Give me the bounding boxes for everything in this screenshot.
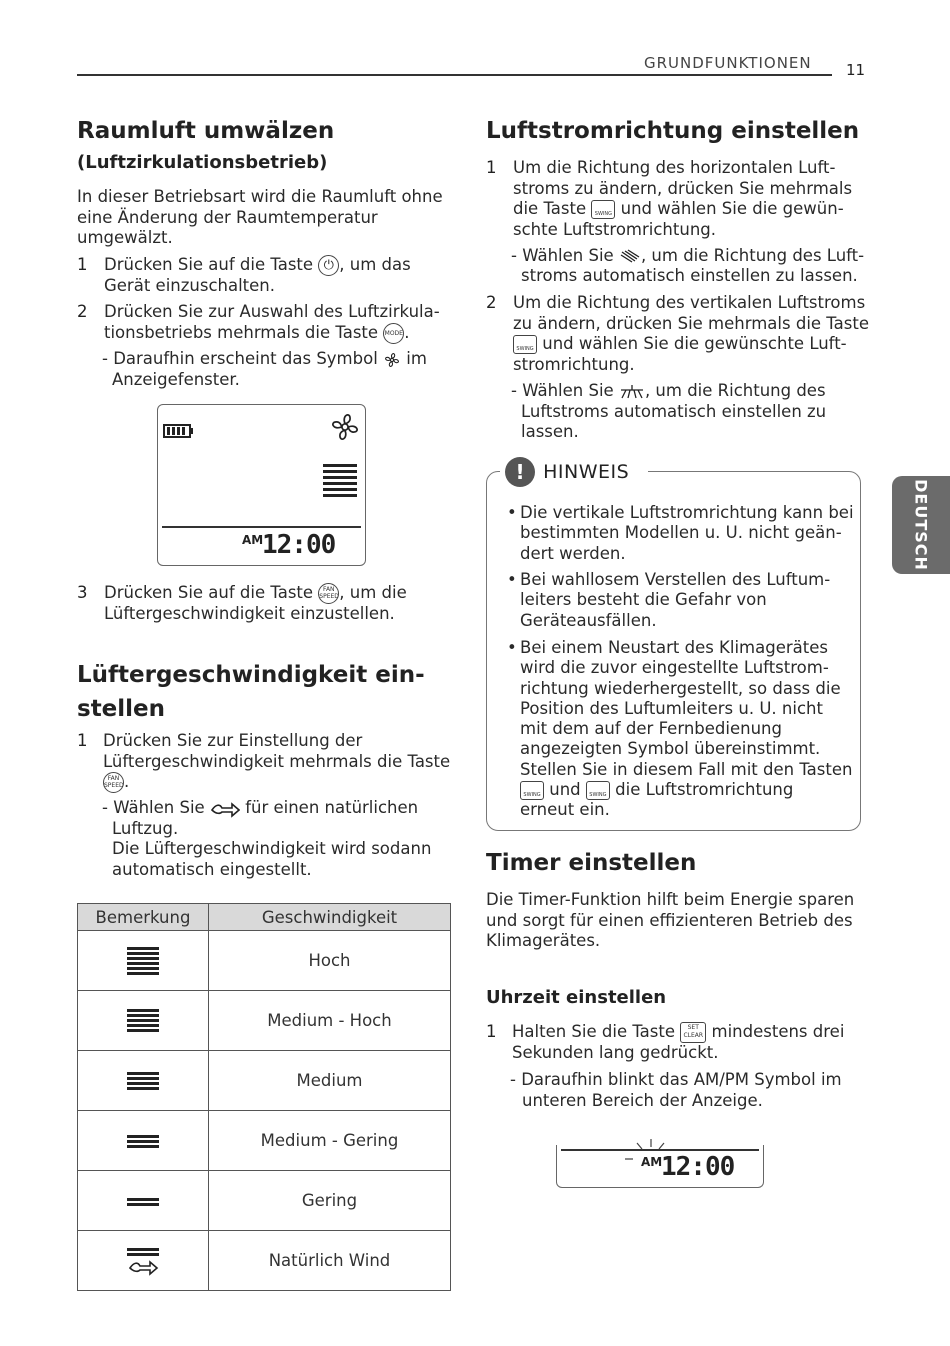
hint-line: wird die zuvor eingestellte Luftstrom- bbox=[520, 658, 829, 678]
intro-line: eine Änderung der Raumtemperatur bbox=[77, 207, 378, 227]
step-number: 1 bbox=[77, 255, 88, 274]
power-icon: ⏻ bbox=[318, 255, 339, 276]
intro-text bbox=[77, 187, 443, 249]
step-subtext-line: Anzeigefenster. bbox=[112, 369, 240, 389]
vertical-swing-icon bbox=[619, 384, 645, 400]
step-text bbox=[104, 302, 440, 344]
display-panel bbox=[157, 404, 366, 566]
step-text bbox=[513, 158, 852, 240]
intro-line: In dieser Betriebsart wird die Raumluft ohne bbox=[77, 187, 443, 206]
hint-line: mit dem auf der Fernbedienung bbox=[520, 719, 782, 739]
hint-text-part: die Luftstromrichtung bbox=[615, 780, 794, 800]
step-text bbox=[104, 583, 407, 625]
speed-bars-cell bbox=[78, 991, 209, 1051]
table-header-cell: Geschwindigkeit bbox=[209, 904, 451, 931]
fan-icon bbox=[328, 410, 362, 444]
step-text-part: und wählen Sie die gewünschte Luft- bbox=[542, 334, 847, 353]
speed-label-cell: Medium bbox=[209, 1051, 451, 1111]
step-text-part: , um das bbox=[339, 255, 411, 274]
step-text-part: . bbox=[404, 322, 410, 342]
step-text-part: und wählen Sie die gewün- bbox=[620, 199, 844, 218]
table-row bbox=[78, 1171, 451, 1231]
vertical-swing-button-icon: SWING bbox=[586, 781, 610, 800]
hint-line: Position des Luftumleiters u. U. nicht bbox=[520, 698, 823, 718]
hint-line: angezeigten Symbol übereinstimmt. bbox=[520, 739, 821, 759]
step-subtext-line: Luftzug. bbox=[112, 818, 179, 838]
hint-bullet: • bbox=[507, 503, 517, 522]
natural-wind-icon bbox=[127, 1258, 159, 1276]
clock-readout: 12:00 bbox=[262, 530, 336, 560]
speed-bars-6 bbox=[127, 945, 159, 977]
fan-speed-bars bbox=[323, 461, 357, 500]
step-text-line: Um die Richtung des vertikalen Luftstroms bbox=[513, 293, 866, 312]
section-label: GRUNDFUNKTIONEN bbox=[644, 54, 812, 72]
step-text-part: die Taste bbox=[513, 199, 587, 218]
subsection-title-clock: Uhrzeit einstellen bbox=[486, 987, 667, 1008]
section-title-raumluft: Raumluft umwälzen bbox=[77, 118, 335, 144]
section-subtitle-luftzirkulation: (Luftzirkulationsbetrieb) bbox=[77, 152, 328, 173]
hint-bullet: • bbox=[507, 570, 517, 589]
step-subtext-part: - Wählen Sie bbox=[511, 381, 614, 400]
step-number: 1 bbox=[486, 1022, 497, 1041]
step-text-line: Gerät einzuschalten. bbox=[104, 276, 276, 295]
am-indicator: AM bbox=[242, 533, 264, 547]
speed-bars-cell bbox=[78, 1111, 209, 1171]
step-subtext-line: Luftstroms automatisch einstellen zu bbox=[521, 401, 827, 421]
intro-line: Die Timer-Funktion hilft beim Energie sparen bbox=[486, 890, 855, 909]
step-subtext-part: - Wählen Sie bbox=[102, 798, 205, 817]
hint-line: Bei wahllosem Verstellen des Luftum- bbox=[520, 570, 831, 589]
hint-line: leiters besteht die Gefahr von bbox=[520, 590, 767, 610]
am-indicator: AM bbox=[641, 1155, 663, 1169]
step-text-line: Lüftergeschwindigkeit mehrmals die Taste bbox=[103, 751, 451, 771]
speed-label-cell: Medium - Gering bbox=[209, 1111, 451, 1171]
step-text-line: Um die Richtung des horizontalen Luft- bbox=[513, 158, 836, 177]
step-text-part: . bbox=[124, 772, 130, 791]
speed-bars-cell bbox=[78, 1231, 209, 1291]
step-text-part: tionsbetriebs mehrmals die Taste bbox=[104, 322, 379, 342]
step-subtext bbox=[511, 381, 826, 443]
speed-label-cell: Medium - Hoch bbox=[209, 991, 451, 1051]
section-title-airflow: Luftstromrichtung einstellen bbox=[486, 118, 860, 144]
section-title-fan-speed bbox=[77, 658, 425, 726]
swing-button-icon: SWING bbox=[520, 781, 544, 800]
step-subtext-part: , um die Richtung des bbox=[644, 381, 826, 400]
step-subtext-line: Die Lüftergeschwindigkeit wird sodann bbox=[112, 839, 432, 858]
hint-text bbox=[520, 570, 830, 631]
step-text-part: Halten Sie die Taste bbox=[512, 1022, 676, 1041]
speed-bars-2 bbox=[127, 1196, 159, 1208]
fan-speed-table bbox=[77, 903, 451, 1291]
hint-text-part: und bbox=[549, 780, 581, 800]
step-number: 1 bbox=[486, 158, 497, 177]
step-text-part: mindestens drei bbox=[711, 1022, 845, 1041]
hint-line: dert werden. bbox=[520, 543, 626, 563]
hint-header bbox=[505, 457, 629, 487]
hint-line: Stellen Sie in diesem Fall mit den Tasten bbox=[520, 759, 853, 779]
step-number: 2 bbox=[77, 302, 88, 321]
step-text-part: , um die bbox=[339, 583, 407, 602]
step-subtext-line: stroms automatisch einstellen zu lassen. bbox=[521, 266, 858, 285]
step-text-line: Drücken Sie zur Einstellung der bbox=[103, 731, 363, 750]
hint-text bbox=[520, 638, 852, 821]
title-line: stellen bbox=[77, 696, 166, 722]
step-text-line: stroms zu ändern, drücken Sie mehrmals bbox=[513, 178, 853, 198]
speed-bars-4 bbox=[127, 1070, 159, 1092]
hint-line: Bei einem Neustart des Klimagerätes bbox=[520, 638, 828, 657]
step-text bbox=[104, 255, 411, 297]
language-tab[interactable] bbox=[892, 476, 950, 574]
timer-intro bbox=[486, 890, 854, 952]
hint-title: HINWEIS bbox=[543, 461, 630, 483]
mode-button-icon: MODE bbox=[383, 323, 404, 344]
hint-line: Die vertikale Luftstromrichtung kann bei bbox=[520, 503, 854, 522]
hint-line: erneut ein. bbox=[520, 800, 610, 820]
step-text-line: schte Luftstromrichtung. bbox=[513, 219, 716, 239]
step-subtext-line: automatisch eingestellt. bbox=[112, 859, 312, 879]
step-text-line: Lüftergeschwindigkeit einzustellen. bbox=[104, 604, 395, 623]
step-number: 2 bbox=[486, 293, 497, 312]
battery-icon bbox=[163, 423, 195, 439]
speed-bars-5 bbox=[127, 1007, 159, 1034]
speed-bars-cell bbox=[78, 1051, 209, 1111]
step-subtext-part: für einen natürlichen bbox=[245, 798, 419, 817]
hint-text bbox=[520, 503, 854, 564]
table-row bbox=[78, 991, 451, 1051]
intro-line: und sorgt für einen effizienteren Betrieb des bbox=[486, 910, 853, 930]
table-row bbox=[78, 1051, 451, 1111]
step-subtext-line: lassen. bbox=[521, 422, 579, 441]
clock-readout: 12:00 bbox=[661, 1152, 735, 1182]
header-rule bbox=[77, 74, 832, 76]
hint-bullet: • bbox=[507, 638, 517, 657]
step-text bbox=[103, 731, 450, 793]
step-text bbox=[513, 293, 869, 375]
step-subtext-line: unteren Bereich der Anzeige. bbox=[522, 1090, 763, 1110]
title-line: Lüftergeschwindigkeit ein- bbox=[77, 662, 425, 688]
page-number: 11 bbox=[846, 61, 866, 79]
step-subtext bbox=[510, 1070, 842, 1111]
table-row bbox=[78, 1111, 451, 1171]
speed-label-cell: Hoch bbox=[209, 931, 451, 991]
step-subtext bbox=[102, 349, 427, 390]
fan-icon bbox=[383, 351, 401, 369]
table-row bbox=[78, 931, 451, 991]
natural-wind-icon bbox=[210, 800, 240, 818]
language-tab-label: DEUTSCH bbox=[911, 479, 931, 571]
swing-button-icon: SWING bbox=[591, 200, 615, 219]
fan-speed-button-icon: FAN SPEED bbox=[103, 772, 124, 793]
step-text-part: Drücken Sie auf die Taste bbox=[104, 583, 314, 602]
intro-line: umgewälzt. bbox=[77, 228, 173, 247]
speed-bars-natural bbox=[127, 1246, 159, 1276]
step-text-part: Drücken Sie auf die Taste bbox=[104, 255, 314, 274]
table-header-row bbox=[78, 904, 451, 931]
step-text-line: zu ändern, drücken Sie mehrmals die Taste bbox=[513, 313, 869, 333]
step-number: 3 bbox=[77, 583, 88, 602]
speed-label-cell: Natürlich Wind bbox=[209, 1231, 451, 1291]
clock-display-panel bbox=[556, 1145, 764, 1188]
step-text-line: Drücken Sie zur Auswahl des Luftzirkula- bbox=[104, 302, 440, 321]
step-subtext-line: - Daraufhin blinkt das AM/PM Symbol im bbox=[510, 1070, 842, 1089]
speed-bars-cell bbox=[78, 931, 209, 991]
section-title-timer: Timer einstellen bbox=[486, 850, 697, 876]
speed-bars-3 bbox=[127, 1133, 159, 1150]
step-subtext-part: im bbox=[406, 349, 427, 368]
set-clear-button-icon: SET CLEAR bbox=[680, 1022, 706, 1043]
horizontal-swing-icon bbox=[619, 249, 641, 265]
fan-speed-button-icon: FAN SPEED bbox=[318, 583, 339, 604]
table-row bbox=[78, 1231, 451, 1291]
step-subtext-part: , um die Richtung des Luft- bbox=[640, 246, 865, 265]
speed-bars-cell bbox=[78, 1171, 209, 1231]
step-text-line: Sekunden lang gedrückt. bbox=[512, 1043, 719, 1062]
step-text-line: stromrichtung. bbox=[513, 354, 635, 374]
display-divider bbox=[162, 526, 361, 528]
intro-line: Klimagerätes. bbox=[486, 931, 601, 950]
speed-label-cell: Gering bbox=[209, 1171, 451, 1231]
vertical-swing-button-icon: SWING bbox=[513, 335, 537, 354]
table-header-cell: Bemerkung bbox=[78, 904, 209, 931]
step-number: 1 bbox=[77, 731, 88, 750]
step-subtext bbox=[511, 246, 864, 286]
hint-line: richtung wiederhergestellt, so dass die bbox=[520, 678, 841, 698]
hint-line: Geräteausfällen. bbox=[520, 610, 657, 630]
step-text bbox=[512, 1022, 844, 1064]
step-subtext-part: - Daraufhin erscheint das Symbol bbox=[102, 349, 378, 368]
step-subtext bbox=[102, 798, 431, 880]
step-subtext-part: - Wählen Sie bbox=[511, 246, 614, 265]
hint-line: bestimmten Modellen u. U. nicht geän- bbox=[520, 523, 842, 543]
warning-icon: ! bbox=[505, 457, 535, 487]
